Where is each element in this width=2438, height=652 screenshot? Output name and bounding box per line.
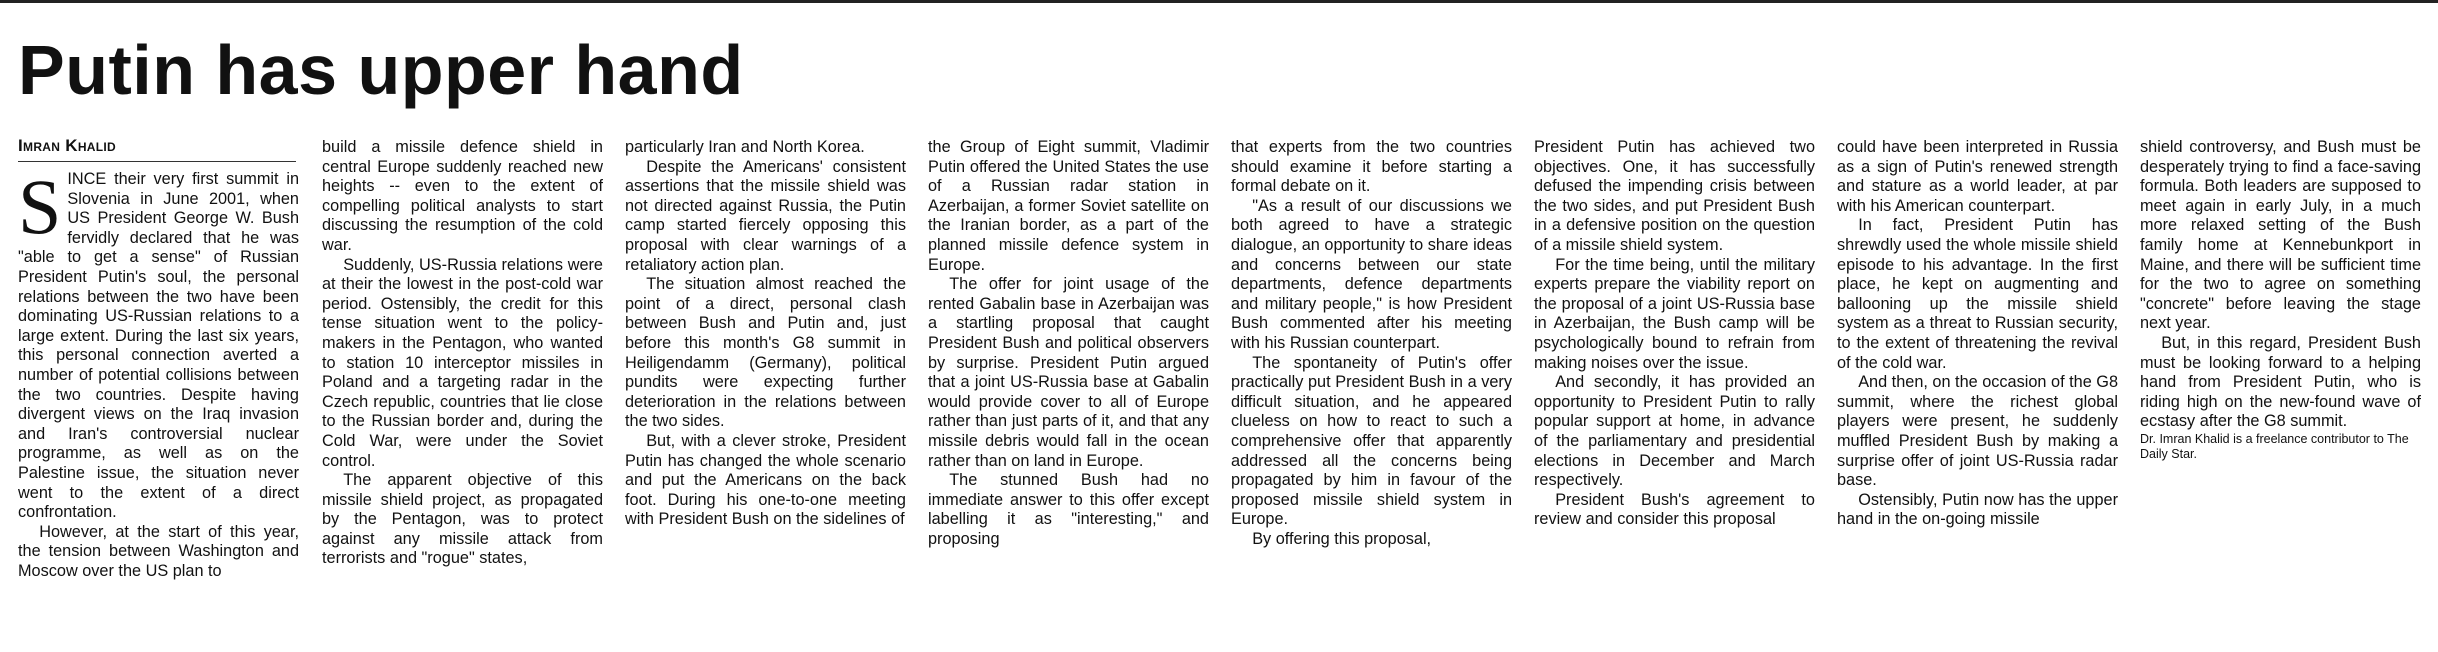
article-column-1	[18, 170, 299, 650]
article-column-3	[625, 138, 906, 650]
article-column-2	[322, 138, 603, 650]
paragraph: "As a result of our discussions we both agreed to have a strategic dialogue, an opportunity to share ideas and concerns between our state departments, defence departments and military people," is how President Bush commented after his meeting with his Russian counterpart.	[1231, 196, 1512, 352]
byline-rule	[18, 161, 296, 162]
paragraph: The apparent objective of this missile shield project, as propagated by the Pentagon, was to protect against any missile attack from terrorists and "rogue" states,	[322, 471, 603, 568]
paragraph: could have been interpreted in Russia as a sign of Putin's renewed strength and stature as a world leader, at par with his American counterpart.	[1837, 138, 2118, 215]
article-column-8	[2140, 138, 2421, 650]
paragraph: And secondly, it has provided an opportunity to President Putin to rally popular support at home, in advance of the parliamentary and presidential elections in December and March respectively.	[1534, 373, 1815, 490]
paragraph: In fact, President Putin has shrewdly used the whole missile shield episode to his advantage. In the first place, he kept on augmenting and ballooning up the missile shield system as a threat to Russian security, to the extent of threatening the revival of the cold war.	[1837, 216, 2118, 372]
paragraph: But, with a clever stroke, President Putin has changed the whole scenario and put the Americans on the back foot. During his one-to-one meeting with President Bush on the sidelines of	[625, 431, 906, 529]
paragraph: But, in this regard, President Bush must be looking forward to a helping hand from President Putin, who is riding high on the new-found wave of ecstasy after the G8 summit.	[2140, 333, 2421, 431]
article-column-4	[928, 138, 1209, 650]
paragraph: President Putin has achieved two objectives. One, it has successfully defused the impending crisis between the two sides, and put President Bush in a defensive position on the question of a missile shield system.	[1534, 138, 1815, 254]
paragraph: Suddenly, US-Russia relations were at their the lowest in the post-cold war period. Ostensibly, the credit for this tense situation went to the policy-makers in the Pentagon, who wanted to station 10 interceptor missiles in Poland and a targeting radar in the Czech republic, countries that lie close to the Russian border and, during the Cold War, were under the Soviet control.	[322, 255, 603, 470]
paragraph: President Bush's agreement to review and consider this proposal	[1534, 490, 1815, 529]
paragraph: The offer for joint usage of the rented Gabalin base in Azerbaijan was a startling proposal that caught President Bush and political observers by surprise. President Putin argued that a joint US-Russia base at Gabalin would provide cover to all of Europe rather than just parts of it, and that any missile debris would fall in the ocean rather than on land in Europe.	[928, 275, 1209, 470]
top-rule	[0, 0, 2438, 3]
article-column-6	[1534, 138, 1815, 650]
paragraph: particularly Iran and North Korea.	[625, 138, 865, 156]
paragraph: Ostensibly, Putin now has the upper hand in the on-going missile	[1837, 490, 2118, 529]
author-credit: Dr. Imran Khalid is a freelance contributor to The Daily Star.	[2140, 431, 2409, 461]
paragraph: the Group of Eight summit, Vladimir Putin offered the United States the use of a Russian radar station in Azerbaijan, a former Soviet satellite on the Iranian border, as a part of the planned missile defence system in Europe.	[928, 138, 1209, 274]
paragraph: The stunned Bush had no immediate answer to this offer except labelling it as "interesting," and proposing	[928, 471, 1209, 548]
paragraph: shield controversy, and Bush must be desperately trying to find a face-saving formula. Both leaders are supposed to meet again in early July, in a much more relaxed setting of the Bush family home at Kennebunkport in Maine, and there will be sufficient time for the two to agree on something "concrete" before leaving the stage next year.	[2140, 138, 2421, 333]
headline: Putin has upper hand	[18, 31, 744, 109]
paragraph: By offering this proposal,	[1252, 529, 1432, 548]
paragraph: build a missile defence shield in central Europe suddenly reached new heights -- even to the extent of compelling political analysts to start discussing the resumption of the cold war.	[322, 138, 603, 254]
drop-cap: S	[18, 170, 62, 250]
paragraph: For the time being, until the military experts prepare the viability report on the proposal of a joint US-Russia base in Azerbaijan, the Bush camp will be psychologically bound to refrain from making noises over the issue.	[1534, 255, 1815, 372]
byline: Imran Khalid	[18, 136, 116, 155]
paragraph: Despite the Americans' consistent assertions that the missile shield was not directed against Russia, the Putin camp started fiercely opposing this proposal with clear warnings of a retaliatory action plan.	[625, 157, 906, 274]
paragraph: that experts from the two countries should examine it before starting a formal debate on it.	[1231, 138, 1512, 196]
paragraph: And then, on the occasion of the G8 summit, where the richest global players were present, he suddenly muffled President Bush by making a surprise offer of joint US-Russia radar base.	[1837, 373, 2118, 490]
paragraph: The situation almost reached the point of a direct, personal clash between Bush and Putin and, just before this month's G8 summit in Heiligendamm (Germany), political pundits were expecting further deterioration in the relations between the two sides.	[625, 275, 906, 431]
article-column-7	[1837, 138, 2118, 650]
paragraph: However, at the start of this year, the tension between Washington and Moscow over the US plan to	[18, 522, 299, 580]
paragraph: SINCE their very first summit in Slovenia in June 2001, when US President George W. Bush fervidly declared that he was "able to get a sense" of Russian President Putin's soul, the personal relations between the two have been dominating US-Russian relations to a large extent. During the last six years, this personal connection averted a number of potential collisions between the two countries. Despite having divergent views on the Iraq invasion and Iran's controversial nuclear programme, as well as on the Palestine issue, the situation never went to the extent of a direct confrontation.	[18, 170, 299, 522]
article-column-5	[1231, 138, 1512, 650]
paragraph: The spontaneity of Putin's offer practically put President Bush in a very difficult situation, and he appeared clueless on how to react to such a comprehensive offer that apparently addressed all the concerns being propagated by him in favour of the proposed missile shield system in Europe.	[1231, 353, 1512, 529]
